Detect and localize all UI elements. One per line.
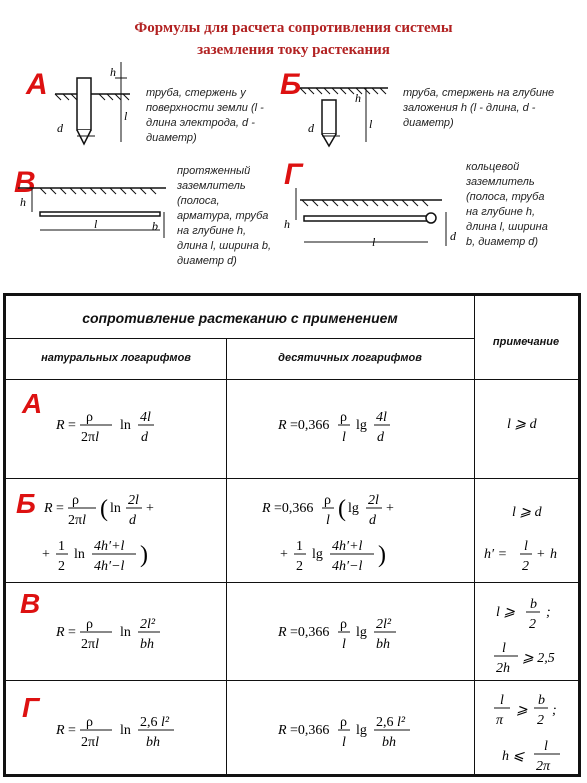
diagram-v-label-h: h	[20, 195, 26, 209]
row-g-note	[490, 688, 580, 776]
svg-text:2: 2	[522, 559, 529, 574]
diagram-b-description: труба, стержень на глубине заложения h (l - длина, d - диаметр)	[403, 87, 555, 129]
svg-text:=0,366: =0,366	[274, 501, 314, 516]
svg-text:l: l	[500, 693, 504, 708]
diagram-b-letter: Б	[280, 68, 302, 101]
svg-text:lg: lg	[356, 723, 367, 738]
row-g-natural-formula	[54, 706, 224, 756]
svg-text:4h′+l: 4h′+l	[94, 539, 125, 554]
svg-text:4l: 4l	[376, 410, 387, 425]
svg-text:4h′−l: 4h′−l	[94, 559, 125, 574]
row-b-decimal-formula	[260, 488, 460, 578]
diagram-g-illustration	[282, 188, 462, 264]
svg-text:2πl: 2πl	[68, 513, 86, 528]
svg-text:4h′−l: 4h′−l	[332, 559, 363, 574]
svg-text:⩾: ⩾	[516, 703, 528, 718]
svg-text:d: d	[129, 513, 136, 528]
diagram-b-illustration	[300, 70, 390, 150]
svg-text:h: h	[550, 547, 557, 562]
diagram-v-label-b: b	[152, 219, 158, 233]
svg-text:2: 2	[529, 617, 536, 632]
svg-text:lg: lg	[312, 547, 323, 562]
svg-text:2πl: 2πl	[81, 430, 99, 445]
svg-text:+: +	[386, 501, 394, 516]
svg-text:π: π	[496, 713, 504, 728]
svg-text:lg: lg	[356, 418, 367, 433]
svg-text:ln: ln	[120, 418, 131, 433]
diagram-a-illustration	[55, 60, 145, 150]
row-v-note	[490, 592, 580, 678]
header-decimal: десятичных логарифмов	[278, 352, 422, 364]
svg-text:R: R	[278, 625, 287, 640]
diagram-g-label-d: d	[450, 229, 456, 243]
svg-text:): )	[140, 542, 148, 568]
svg-text:bh: bh	[140, 637, 154, 652]
svg-text:ρ: ρ	[72, 493, 79, 508]
formula-table	[3, 293, 581, 777]
svg-text:ρ: ρ	[86, 410, 93, 425]
svg-text:bh: bh	[382, 735, 396, 750]
row-a-letter: А	[22, 388, 43, 419]
svg-text:l: l	[342, 637, 346, 652]
page-subtitle: заземления току растекания	[197, 42, 390, 58]
row-g-letter: Г	[22, 692, 40, 723]
svg-text:4h′+l: 4h′+l	[332, 539, 363, 554]
svg-text:2h: 2h	[496, 661, 510, 676]
svg-text:ρ: ρ	[340, 410, 347, 425]
diagram-g-letter: Г	[284, 158, 303, 191]
svg-text:=: =	[68, 625, 76, 640]
svg-text:h′ =: h′ =	[484, 547, 508, 562]
svg-text:R: R	[262, 501, 271, 516]
diagram-a-label-l: l	[124, 109, 128, 123]
svg-text:): )	[378, 542, 386, 568]
svg-text:l ⩾ d: l ⩾ d	[507, 417, 537, 432]
svg-text:ρ: ρ	[86, 715, 93, 730]
svg-text:ln: ln	[74, 547, 85, 562]
svg-text:R: R	[56, 625, 65, 640]
svg-text:R: R	[278, 418, 287, 433]
svg-text:2l²: 2l²	[376, 617, 392, 632]
svg-text:1: 1	[296, 539, 303, 554]
svg-text:ln: ln	[120, 723, 131, 738]
note-column-divider	[474, 296, 475, 774]
svg-text:2l: 2l	[128, 493, 139, 508]
svg-text:R: R	[56, 418, 65, 433]
svg-text:(: (	[100, 496, 108, 522]
header-main: сопротивление растеканию с применением	[82, 310, 398, 326]
diagram-v-letter: В	[14, 166, 36, 199]
svg-text:h ⩽: h ⩽	[502, 749, 525, 764]
row-v-letter: В	[20, 588, 41, 619]
svg-text:;: ;	[552, 703, 557, 718]
svg-text:b: b	[538, 693, 545, 708]
svg-text:4l: 4l	[140, 410, 151, 425]
row-v-natural-formula	[54, 608, 224, 658]
page-title: Формулы для расчета сопротивления системы	[134, 20, 453, 36]
svg-text:=: =	[56, 501, 64, 516]
svg-text:+: +	[280, 547, 288, 562]
svg-text:2: 2	[58, 559, 65, 574]
svg-text:(: (	[338, 496, 346, 522]
svg-text:bh: bh	[376, 637, 390, 652]
row-a-note	[501, 410, 561, 440]
svg-text:ρ: ρ	[340, 617, 347, 632]
svg-text:=0,366: =0,366	[290, 418, 330, 433]
svg-text:l ⩾ d: l ⩾ d	[512, 505, 542, 520]
svg-text:⩾ 2,5: ⩾ 2,5	[522, 651, 555, 666]
diagram-a-label-d: d	[57, 121, 63, 135]
svg-text:+: +	[146, 501, 154, 516]
svg-text:l: l	[342, 735, 346, 750]
svg-text:l ⩾: l ⩾	[496, 605, 516, 620]
svg-text:2: 2	[537, 713, 544, 728]
row-b-note	[480, 496, 580, 576]
svg-text:d: d	[377, 430, 384, 445]
svg-text:R: R	[278, 723, 287, 738]
svg-text:2πl: 2πl	[81, 637, 99, 652]
svg-text:l: l	[544, 739, 548, 754]
row-b-natural-formula	[40, 488, 230, 578]
svg-text:ln: ln	[110, 501, 121, 516]
svg-text:l: l	[502, 641, 506, 656]
svg-text:+: +	[42, 547, 50, 562]
svg-text:l: l	[326, 513, 330, 528]
diagram-b-label-h: h	[355, 91, 361, 105]
svg-text:ρ: ρ	[86, 617, 93, 632]
svg-text:R: R	[56, 723, 65, 738]
svg-text:l: l	[524, 539, 528, 554]
svg-text:2l: 2l	[368, 493, 379, 508]
svg-text:+: +	[536, 547, 546, 562]
svg-text:l: l	[342, 430, 346, 445]
svg-text:;: ;	[546, 605, 551, 620]
svg-text:1: 1	[58, 539, 65, 554]
row-b-letter: Б	[16, 488, 36, 519]
row-a-natural-formula	[54, 401, 214, 451]
svg-text:ρ: ρ	[340, 715, 347, 730]
svg-text:2: 2	[296, 559, 303, 574]
diagram-g-label-h: h	[284, 217, 290, 231]
svg-text:2l²: 2l²	[140, 617, 156, 632]
header-note: примечание	[492, 336, 560, 348]
diagram-v-description: протяженный заземлитель (полоса, арматура, труба на глубине h, длина l, ширина b, диаметр d)	[177, 165, 272, 267]
diagram-a-label-h: h	[110, 65, 116, 79]
svg-text:bh: bh	[146, 735, 160, 750]
svg-text:2πl: 2πl	[81, 735, 99, 750]
svg-text:2,6 l²: 2,6 l²	[140, 715, 170, 730]
svg-text:d: d	[369, 513, 376, 528]
svg-text:2,6 l²: 2,6 l²	[376, 715, 406, 730]
diagram-g-description: кольцевой заземлитель (полоса, труба на глубине h, длина l, ширина b, диаметр d)	[466, 161, 548, 248]
diagram-b-label-l: l	[369, 117, 373, 131]
svg-text:2π: 2π	[536, 759, 551, 774]
diagram-b-label-d: d	[308, 121, 314, 135]
svg-text:ρ: ρ	[324, 493, 331, 508]
svg-text:lg: lg	[348, 501, 359, 516]
diagram-a-description: труба, стержень у поверхности земли (l - длина электрода, d - диаметр)	[146, 87, 264, 144]
svg-text:lg: lg	[356, 625, 367, 640]
diagram-v-illustration	[18, 180, 168, 260]
svg-text:R: R	[44, 501, 53, 516]
svg-text:=0,366: =0,366	[290, 625, 330, 640]
svg-text:=: =	[68, 418, 76, 433]
svg-text:ln: ln	[120, 625, 131, 640]
header-natural: натуральных логарифмов	[41, 352, 191, 364]
diagram-g-label-l: l	[372, 235, 376, 249]
svg-text:b: b	[530, 597, 537, 612]
svg-text:=0,366: =0,366	[290, 723, 330, 738]
svg-text:=: =	[68, 723, 76, 738]
diagram-v-label-l: l	[94, 217, 98, 231]
svg-text:d: d	[141, 430, 148, 445]
diagram-a-letter: А	[26, 68, 48, 101]
row-a-decimal-formula	[276, 401, 446, 451]
row-v-decimal-formula	[276, 608, 446, 658]
row-g-decimal-formula	[276, 706, 456, 756]
